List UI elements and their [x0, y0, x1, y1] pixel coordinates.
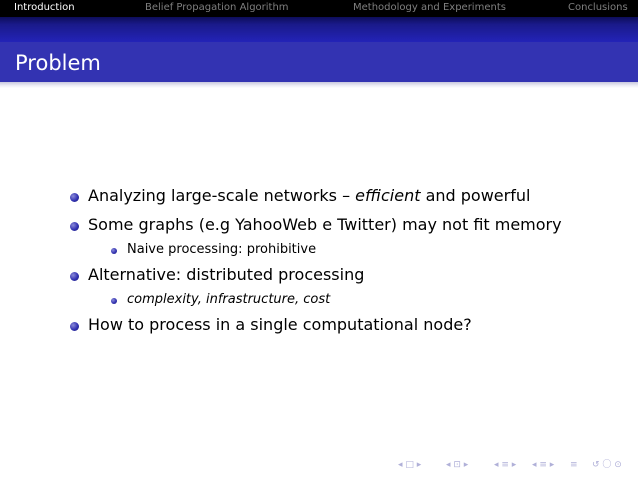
subsection-control-icon[interactable]: ◂ ≡ ▸ [532, 460, 555, 470]
frame-control-icon[interactable]: ◂ ⊡ ▸ [446, 460, 469, 470]
beamer-navigation-controls [398, 459, 630, 473]
bullet-icon [70, 272, 79, 281]
nav-conclusions[interactable]: Conclusions [568, 2, 628, 13]
nav-methodology[interactable]: Methodology and Experiments [353, 2, 506, 13]
bullet-icon [70, 322, 79, 331]
sub-bullet-icon [111, 298, 117, 304]
bullet-text: Analyzing large-scale networks – efficient and powerful [88, 186, 531, 205]
bullet-text: How to process in a single computational node? [88, 315, 472, 334]
nav-introduction[interactable]: Introduction [14, 2, 75, 13]
section-control-icon[interactable]: ◂ ≡ ▸ [494, 460, 517, 470]
sub-bullet-icon [111, 248, 117, 254]
first-slide-control-icon[interactable]: ◂ □ ▸ [398, 460, 422, 470]
nav-belief-propagation[interactable]: Belief Propagation Algorithm [145, 2, 289, 13]
sub-bullet-text: Naive processing: prohibitive [127, 242, 317, 257]
bullet-text: Alternative: distributed processing [88, 265, 365, 284]
bullet-text: Some graphs (e.g YahooWeb e Twitter) may not fit memory [88, 215, 562, 234]
outline-icon[interactable]: ≡ [570, 460, 578, 470]
page-title: Problem [15, 51, 101, 75]
bullet-icon [70, 222, 79, 231]
search-icon[interactable]: ↺ 〇 ⊙ [592, 460, 622, 470]
bullet-icon [70, 193, 79, 202]
sub-bullet-text: complexity, infrastructure, cost [127, 292, 331, 307]
